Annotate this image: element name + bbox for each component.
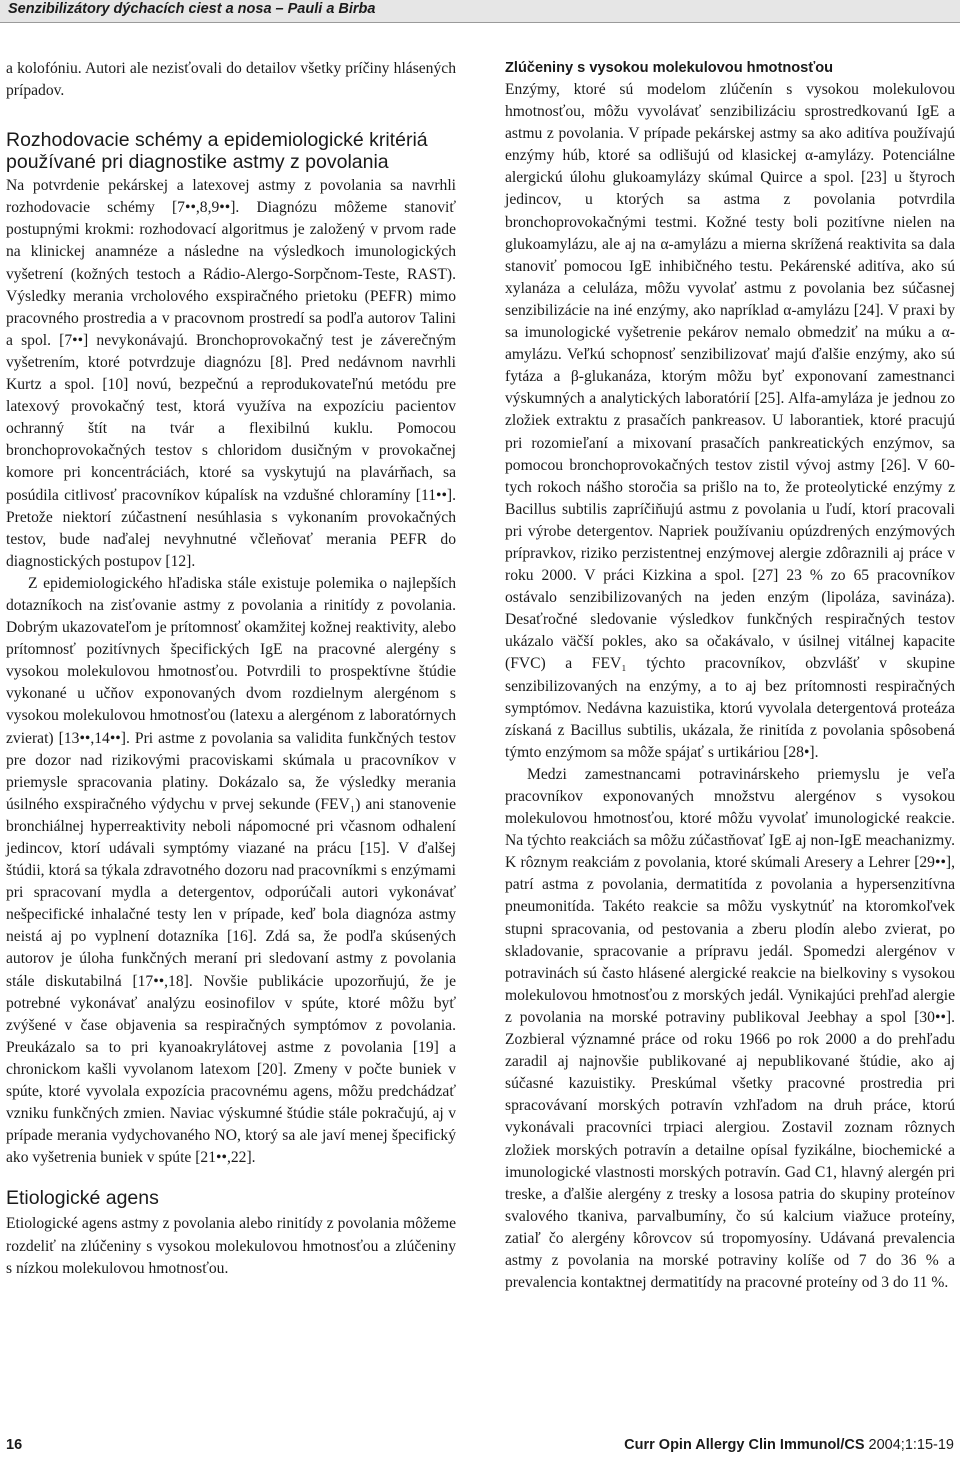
journal-name: Curr Opin Allergy Clin Immunol/CS [624, 1437, 865, 1453]
section-heading-etiological-agents: Etiologické agens [6, 1187, 159, 1210]
running-header-title: Senzibilizátory dýchacích ciest a nosa – Pauli a Birba [8, 1, 376, 17]
section-heading-decision-schemes: Rozhodovacie schémy a epidemiologické kritériá používané pri diagnostike astmy z povolania [6, 129, 428, 174]
journal-volume: 2004;1:15-19 [868, 1437, 954, 1453]
left-column [6, 58, 456, 1280]
page-number: 16 [6, 1437, 23, 1453]
journal-citation [624, 1437, 954, 1453]
running-header [0, 0, 960, 23]
paragraph-enzymes: Enzýmy, ktoré sú modelom zlúčenín s vysokou molekulovou hmotnosťou, môžu vyvolávať senzibilizáciu sprostredkovanú IgE a astmu z povolania. V prípade pekárskej astmy sa ako aditíva používajú enzýmy húb, ktoré sa odlišujú od klasickej α-amylázy. Potenciálne alergickú úlohu glukoamylázy skúmal Quirce a spol. [23] u štyroch jedincov, u ktorých sa astma z povolania potvrdila bronchoprovokačnými testmi. Kožné testy boli pozitívne nielen na glukoamylázu, ale aj na α-amylázu a mierna skrížená reaktivita sa dala stanoviť pomocou IgE inhibičného testu. Pekárenské aditíva, ako sú xylanáza a celuláza, môžu vyvolať astmu z povolania bez súčasnej senzibilizácie na iné enzýmy, ako napríklad α-amylázu [24]. V praxi by sa imunologické vyšetrenie pekárov nemalo obmedziť na múku a α-amylázu. Veľkú schopnosť senzibilizovať majú ďalšie enzýmy, ako sú fytáza a β-glukanáza, ktorým môžu byť exponovaní zamestnanci výskumných a analytických laboratórií [25]. Alfa-amyláza je jednou zo zložiek extraktu z prasačích pankreasov. U laborantiek, ktoré pracujú pri rozomieľaní a mixovaní prasačích pankreatických enzýmov, sa pomocou bronchoprovokačných testov zistil vývoj astmy [26]. V 60-tych rokoch nášho storočia sa prišlo na to, že proteolytické enzýmy z Bacillus subtilis zapríčiňujú astmu z povolania u ľudí, ktorí pracovali pri výrobe detergentov. Napriek používaniu opúzdrených enzýmových prípravkov, riziko perzistentnej enzýmovej alergie zdôraznili aj práce v roku 2000. V práci Kizkina a spol. [27] 23 % zo 65 pracovníkov ostávalo senzibilizovaných na jeden enzým (lipoláza, savináza). Desaťročné sledovanie výsledkov funkčných respiračných testov ukázalo väčší pokles, ako sa očakávalo, v úsilnej vitálnej kapacite (FVC) a FEV₁ týchto pracovníkov, obzvlášť v skupine senzibilizovaných na enzýmy, a to aj bez prítomnosti respiračných symptómov. Nedávna kazuistika, ktorú vyvolala detergentová proteáza získaná z Bacillus subtilis, ukázala, že rinitída z povolania spôsobená týmto enzýmom sa môže spájať s urtikáriou [28•]. [505, 81, 955, 761]
paragraph-epidemiology: Z epidemiologického hľadiska stále existuje polemika o najlepších dotazníkoch na zisťovanie astmy z povolania a rinitídy z povolania. Dobrým ukazovateľom je prítomnosť okamžitej kožnej reaktivity, alebo prítomnosť pozitívnych špecifických IgE na pracovné alergény s vysokou molekulovou hmotnosťou. Potvrdili to prospektívne štúdie vykonané u učňov exponovaných dvom rozdielnym alergénom s vysokou molekulovou hmotnosťou (latexu a alergénom z laboratórnych zvierat) [13••,14••]. Pri astme z povolania sa validita funkčných testov pre dozor nad rizikovými pracoviskami skúmala u pracovníkov v priemysle spracovania platiny. Dokázalo sa, že výsledky merania úsilného exspiračného výdychu v prvej sekunde (FEV₁) ani stanovenie bronchiálnej hyperreaktivity neboli nápomocné pri včasnom odhalení jedincov, ktorí udávali symptómy viazané na prácu [15]. V ďalšej štúdii, ktorá sa týkala zdravotného dozoru nad pracovníkmi s enzýmami pri spracovaní mydla a detergentov, odporúčali autori vykonávať nešpecifické inhalačné testy len v prípade, keď bola diagnóza astmy neistá aj po vyplnení dotazníka [16]. Zdá sa, že podľa skúsených autorov je úloha funkčných meraní pri sledovaní astmy z povolania stále diskutabilná [17••,18]. Novšie publikácie upozorňujú, že je potrebné vykonávať analýzu eosinofilov v spúte, ktoré môžu byť zvýšené v čase objavenia sa respiračných symptómov z povolania. Preukázalo sa to pri kyanoakrylátovej astme z povolania [19] a chronickom kašli vyvolanom latexom [20]. Zmeny v počte buniek v spúte, ktoré vyvolala expozícia pracovnému agens, môžu predchádzať vzniku funkčných zmien. Naviac výskumné štúdie stále pokračujú, aj v prípade merania vydychovaného NO, ktorý sa ale javí menej špecifický ako vyšetrenia buniek v spúte [21••,22]. [6, 574, 456, 1167]
paragraph-continuation: a kolofóniu. Autori ale nezisťovali do detailov všetky príčiny hlásených prípadov. [6, 60, 456, 100]
paragraph-decision-schemes: Na potvrdenie pekárskej a latexovej astmy z povolania sa navrhli rozhodovacie schémy [7••,8,9••]. Diagnózu môžeme stanoviť postupnými krokmi: rozhodovací algoritmus je založený v prvom rade na klinickej anamnéze a následne na výsledkoch imunologických vyšetrení (kožných testoch a Rádio-Alergo-Sorpčnom-Teste, RAST). Výsledky merania vrcholového exspiračného prietoku (PEFR) mimo pracovného prostredia a v pracovnom prostredí sa podľa autorov Talini a spol. [7••] nevykonávajú. Bronchoprovokačný test je záverečným vyšetrením, ktoré potvrdzuje diagnózu [8]. Pred nedávnom navrhli Kurtz a spol. [10] novú, bezpečnú a reprodukovateľnú metódu pre latexový provokačný test, ktorá využíva na expozíciu pacientov ochranný štít na tvár a flexibilnú kuklu. Pomocou bronchoprovokačných testov s chloridom dusičným v provokačnej komore pri koncentráciách, ktoré sa vyskytujú na plavárňach, sa posúdila citlivosť pracovníkov kúpalísk na vzdušné chloramíny [11••]. Pretože niektorí zúčastnení nesúhlasia s vykonaním provokačných testov, bude naďalej nevyhnutné včleňovať merania PEFR do diagnostických postupov [12]. [6, 177, 456, 570]
right-column [505, 58, 955, 1294]
subsection-heading-hmw-compounds: Zlúčeniny s vysokou molekulovou hmotnosťou [505, 60, 834, 76]
paragraph-etiological-agents: Etiologické agens astmy z povolania alebo rinitídy z povolania môžeme rozdeliť na zlúčeniny s vysokou molekulovou hmotnosťou a zlúčeniny s nízkou molekulovou hmotnosťou. [6, 1215, 456, 1277]
paragraph-food-industry: Medzi zamestnancami potravinárskeho priemyslu je veľa pracovníkov exponovaných množstvu alergénov s vysokou molekulovou hmotnosťou, ktoré môžu vyvolať imunologické reakcie. Na týchto reakciách sa môžu zúčastňovať IgE aj non-IgE meachanizmy. K rôznym reakciám z povolania, ktoré skúmali Aresery a Lehrer [29••], patrí astma z povolania, dermatitída z povolania a hypersenzitívna pneumonitída. Takéto reakcie sa môžu vyskytnúť na ktoromkoľvek stupni spracovania, od pestovania a zberu plodín alebo zvierat, po skladovanie, spracovanie a prípravu jedál. Spomedzi alergénov v potravinách sú často hlásené alergické reakcie na bielkoviny s vysokou molekulovou hmotnosťou z morských jedál. Vynikajúci prehľad alergie z povolania na morské potraviny publikoval Jeebhay a spol [30••]. Zozbieral významné práce od roku 1966 po rok 2000 a do prehľadu zaradil aj najnovšie publikované aj nepublikované štúdie, ako aj súčasné kazuistiky. Preskúmal všetky pracovné prostredia pri spracovávaní morských potravín vzhľadom na druh práce, ktorú vykonávali pracovníci trpiaci alergiou. Zostavil zoznam rôznych zložiek morských potravín a detailne opísal fyzikálne, biochemické a imunologické vlastnosti morských potravín. Gad C1, hlavný alergén pri treske, a ďalšie alergény z tresky a lososa patria do skupiny proteínov svalového tkaniva, parvalbumíny, čo sú kalcium viažuce proteíny, zatiaľ čo alergény kôrovcov sú tropomyosíny. Udávaná prevalencia astmy z povolania na morské potraviny kolíše od 7 do 36 % a prevalencia kontaktnej dermatitídy na pracovné proteíny od 3 do 11 %. [505, 765, 955, 1292]
